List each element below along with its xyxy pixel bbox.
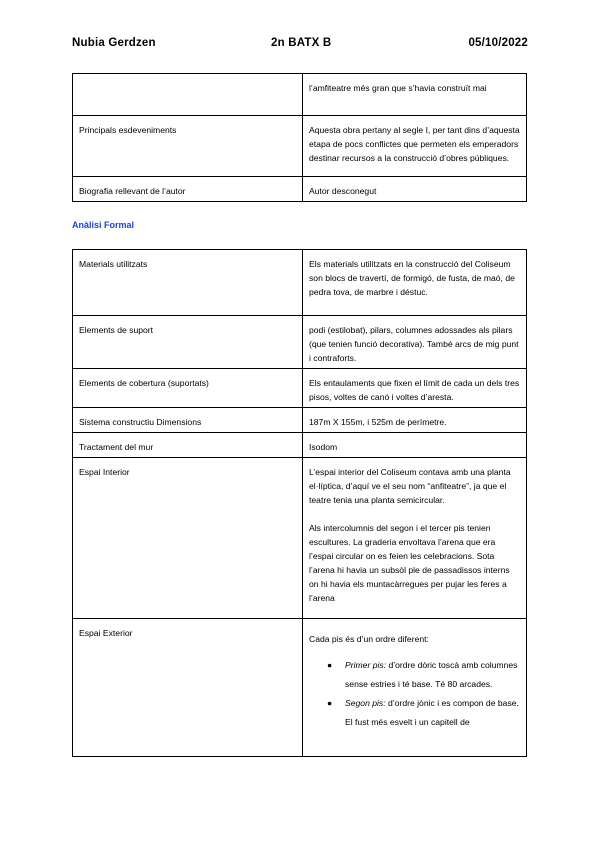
row-label: Materials utilitzats [73, 250, 303, 316]
row-value: l’amfiteatre més gran que s’havia construït mai [303, 74, 527, 116]
row-label [73, 74, 303, 116]
header-date: 05/10/2022 [468, 37, 528, 49]
table-row [73, 116, 527, 177]
list-item [327, 694, 521, 732]
table-row [73, 250, 527, 316]
row-value [303, 458, 527, 619]
row-value: podi (estilobat), pilars, columnes adossades als pilars (que tenien funció decorativa). També arcs de mig punt i contraforts. [303, 316, 527, 369]
table-row [73, 369, 527, 408]
table-row [73, 316, 527, 369]
bullet-icon: ● [327, 660, 333, 670]
table-row [73, 458, 527, 619]
list-item [327, 656, 521, 694]
row-value: Els entaulaments que fixen el límit de cada un dels tres pisos, voltes de canó i voltes d’aresta. [303, 369, 527, 408]
section-title: Anàlisi Formal [72, 220, 135, 230]
table-row [73, 74, 527, 116]
exterior-intro: Cada pis és d’un ordre diferent: [309, 634, 429, 644]
exterior-list [309, 656, 521, 732]
list-item-title: Segon pis: [345, 698, 386, 708]
table-row [73, 408, 527, 433]
list-item-text: d’ordre dòric toscà amb columnes sense estries i té base. Té 80 arcades. [345, 660, 518, 689]
formal-analysis-table [72, 249, 527, 757]
list-item-text: d’ordre jònic i es compon de base. El fust més esvelt i un capitell de [345, 698, 519, 727]
row-label: Principals esdeveniments [73, 116, 303, 177]
row-label: Elements de suport [73, 316, 303, 369]
row-label: Tractament del mur [73, 433, 303, 458]
table-row [73, 177, 527, 202]
list-item-title: Primer pis: [345, 660, 387, 670]
header-course: 2n BATX B [271, 37, 332, 49]
row-value: Autor desconegut [303, 177, 527, 202]
row-label: Biografia rellevant de l’autor [73, 177, 303, 202]
table-row [73, 433, 527, 458]
row-label: Espai Exterior [73, 619, 303, 757]
row-label: Sistema constructiu Dimensions [73, 408, 303, 433]
row-value [303, 619, 527, 757]
context-table [72, 73, 527, 202]
row-value: Els materials utilitzats en la construcció del Coliseum son blocs de travertí, de formigó, de fusta, de maó, de pedra tova, de marbre i déstuc. [303, 250, 527, 316]
row-label: Espai Interior [73, 458, 303, 619]
row-value: Aquesta obra pertany al segle I, per tant dins d’aquesta etapa de pocs conflictes que permeten els emperadors destinar recursos a la construcció d’obres públiques. [303, 116, 527, 177]
header-author: Nubia Gerdzen [72, 37, 156, 49]
table-row [73, 619, 527, 757]
row-value: Isodom [303, 433, 527, 458]
interior-paragraph-1: L’espai interior del Coliseum contava amb una planta el·líptica, d’aquí ve el seu nom “anfiteatre”, ja que el teatre tenia una planta semicircular. [309, 467, 511, 505]
row-value: 187m X 155m, i 525m de perímetre. [303, 408, 527, 433]
bullet-icon: ● [327, 698, 333, 708]
interior-paragraph-2: Als intercolumnis del segon i el tercer pis tenien escultures. La graderia envoltava l’arena que era l’espai circular on es feien les celebracions. Sota l’arena hi havia un subsòl ple de passadissos interns on hi havia els muntacàrregues per pujar les feres a l’arena [309, 523, 510, 603]
row-label: Elements de cobertura (suportats) [73, 369, 303, 408]
